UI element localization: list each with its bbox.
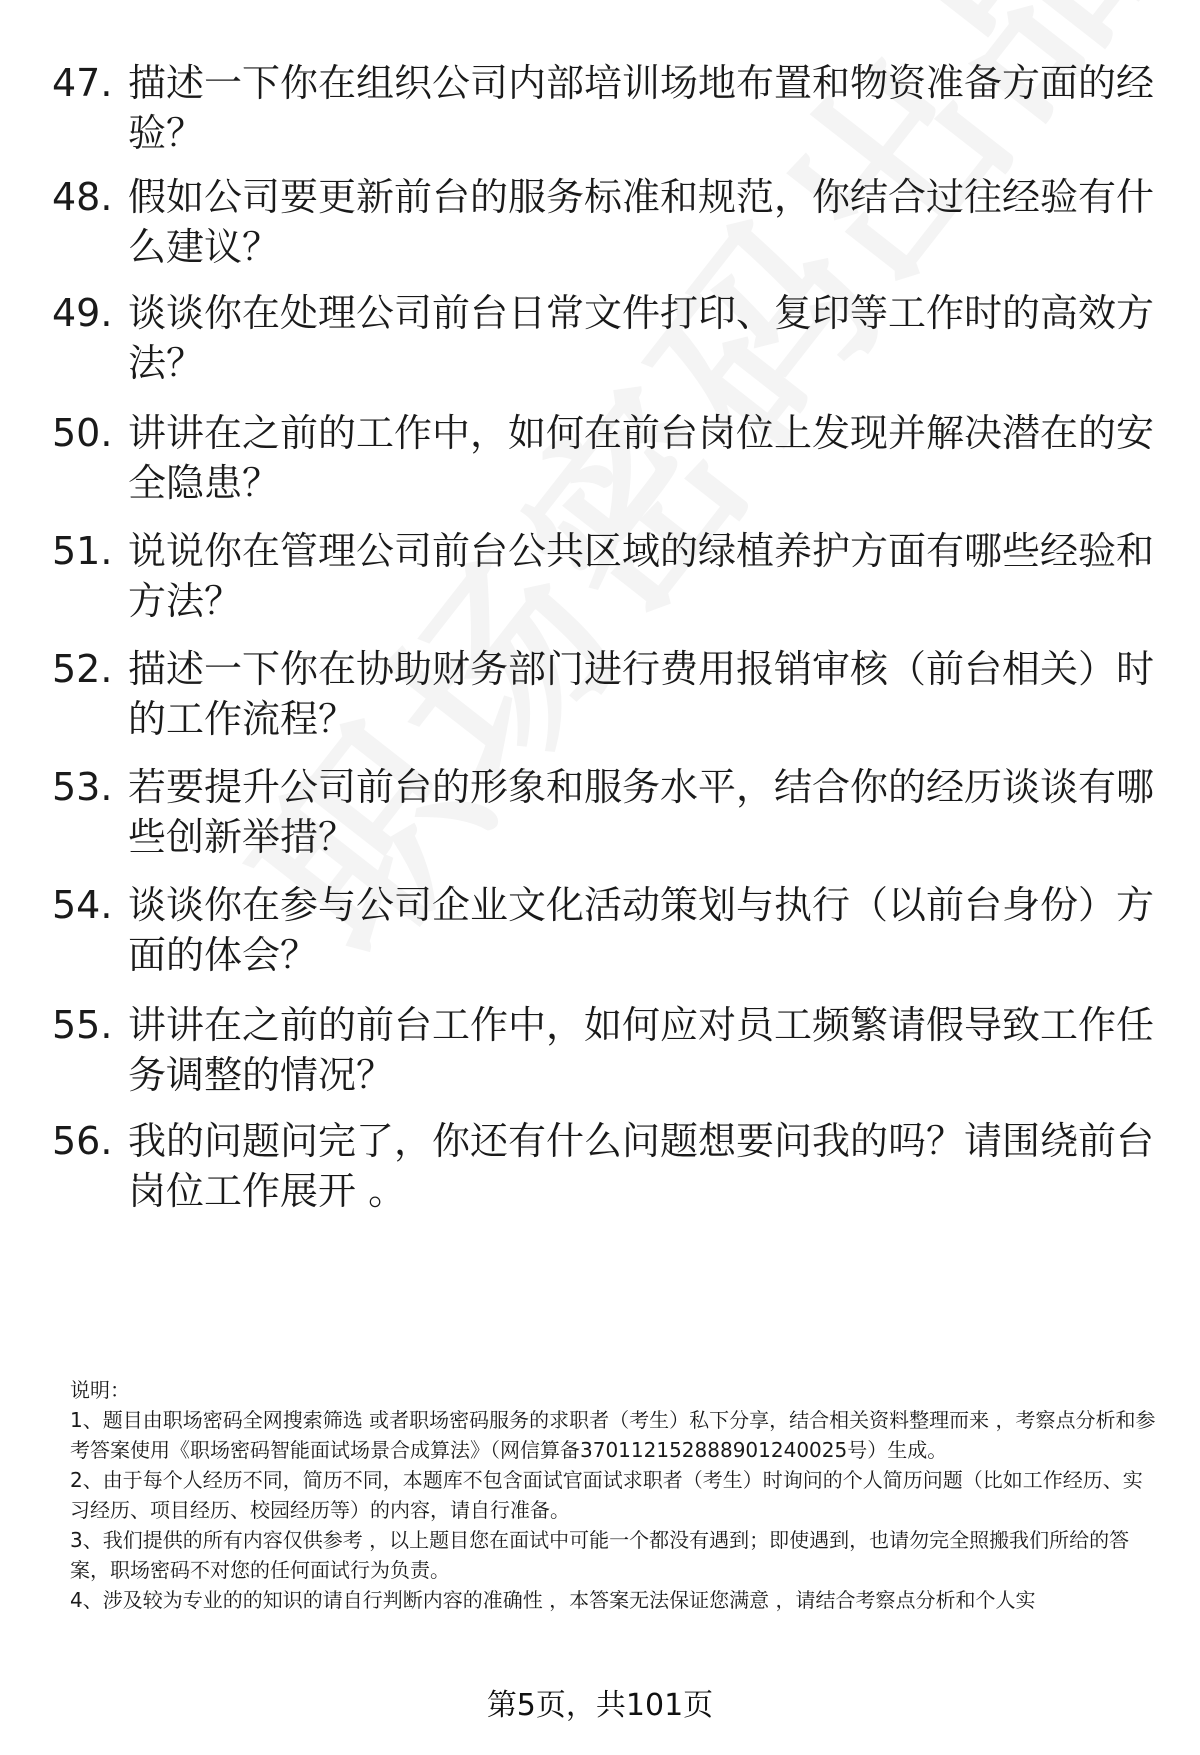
question-item-48: [52, 172, 1162, 272]
note-item-1: 1、题目由职场密码全网搜索筛选 或者职场密码服务的求职者（考生）私下分享，结合相关资料整理而来 ，考察点分析和参考答案使用《职场密码智能面试场景合成算法》（网信算备370112152888901240025号）生成。: [70, 1408, 1156, 1462]
notes-section: [70, 1375, 1160, 1615]
question-item-49: [52, 288, 1162, 388]
question-item-51: [52, 526, 1162, 626]
question-text: 讲讲在之前的前台工作中，如何应对员工频繁请假导致工作任务调整的情况？: [128, 1003, 1155, 1097]
question-text: 谈谈你在参与公司企业文化活动策划与执行（以前台身份）方面的体会？: [128, 883, 1155, 977]
question-text: 描述一下你在组织公司内部培训场地布置和物资准备方面的经验？: [128, 61, 1155, 155]
page-number-footer: 第5页，共101页: [486, 1688, 714, 1723]
notes-title: 说明：: [70, 1378, 130, 1402]
question-item-56: [52, 1116, 1162, 1216]
question-text: 谈谈你在处理公司前台日常文件打印、复印等工作时的高效方法？: [128, 291, 1155, 385]
question-number: 52.: [52, 647, 113, 691]
question-item-53: [52, 762, 1162, 862]
question-number: 56.: [52, 1119, 113, 1163]
question-text: 若要提升公司前台的形象和服务水平，结合你的经历谈谈有哪些创新举措？: [128, 765, 1155, 859]
question-number: 53.: [52, 765, 113, 809]
question-text: 说说你在管理公司前台公共区域的绿植养护方面有哪些经验和方法？: [128, 529, 1155, 623]
note-item-3: 3、我们提供的所有内容仅供参考 ，以上题目您在面试中可能一个都没有遇到；即使遇到，也请勿完全照搬我们所给的答案，职场密码不对您的任何面试行为负责。: [70, 1528, 1130, 1582]
question-number: 50.: [52, 411, 113, 455]
question-text: 我的问题问完了，你还有什么问题想要问我的吗？请围绕前台岗位工作展开 。: [128, 1119, 1155, 1213]
question-item-55: [52, 1000, 1162, 1100]
question-number: 54.: [52, 883, 113, 927]
question-item-52: [52, 644, 1162, 744]
question-number: 55.: [52, 1003, 113, 1047]
question-item-50: [52, 408, 1162, 508]
question-number: 51.: [52, 529, 113, 573]
note-item-4: 4、涉及较为专业的的知识的请自行判断内容的准确性 ，本答案无法保证您满意 ，请结合考察点分析和个人实: [70, 1588, 1036, 1612]
question-item-54: [52, 880, 1162, 980]
question-number: 48.: [52, 175, 113, 219]
question-text: 假如公司要更新前台的服务标准和规范，你结合过往经验有什么建议？: [128, 175, 1155, 269]
note-item-2: 2、由于每个人经历不同，简历不同，本题库不包含面试官面试求职者（考生）时询问的个人简历问题（比如工作经历、实习经历、项目经历、校园经历等）的内容，请自行准备。: [70, 1468, 1143, 1522]
question-number: 47.: [52, 61, 113, 105]
question-item-47: [52, 58, 1162, 158]
question-text: 讲讲在之前的工作中，如何在前台岗位上发现并解决潜在的安全隐患？: [128, 411, 1155, 505]
question-number: 49.: [52, 291, 113, 335]
question-text: 描述一下你在协助财务部门进行费用报销审核（前台相关）时的工作流程？: [128, 647, 1155, 741]
